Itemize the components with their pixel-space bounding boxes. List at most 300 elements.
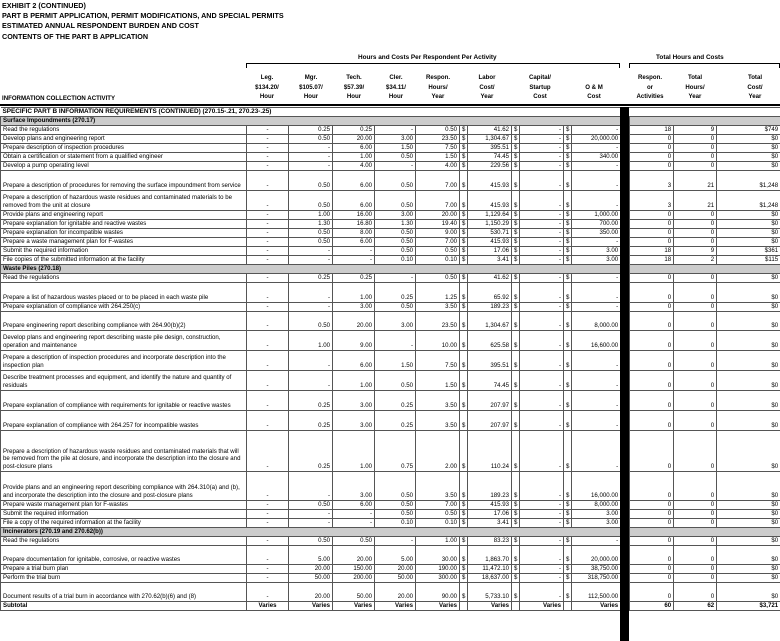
cler-hours-cell: - [375,161,416,170]
total-cost-cell: $0 [717,350,780,370]
om-cost-cell: 112,500.00 [572,582,621,601]
labor-dollar-sign: $ [460,143,468,152]
labor-dollar-sign: $ [460,170,468,190]
cler-hours-cell: - [375,536,416,545]
activity-cell: Prepare a trial burn plan [1,564,247,573]
group-rule-left [246,63,620,64]
om-dollar-sign: $ [564,410,572,430]
leg-hours-cell: - [247,125,289,134]
activity-cell: Prepare explanation of compliance with 264.257 for incompatible wastes [1,410,247,430]
labor-cost-cell: 625.58 [468,330,512,350]
leg-hours-cell: - [247,152,289,161]
respondents-cell: 0 [630,500,674,509]
leg-hours-cell: - [247,143,289,152]
cler-hours-cell: 0.25 [375,282,416,302]
tech-hours-cell: 3.00 [333,302,375,311]
table-title-row [1,108,780,117]
respon-hours-cell: 0.50 [416,125,460,134]
total-hours-cell: 0 [674,228,717,237]
tech-hours-cell: 3.00 [333,410,375,430]
labor-cost-cell: 18,637.00 [468,573,512,582]
leg-hours-cell: - [247,255,289,264]
total-cost-cell: $0 [717,573,780,582]
total-hours-cell: 21 [674,170,717,190]
col-total-hours-l1: Total [687,74,703,81]
respondents-cell: 0 [630,370,674,390]
tech-hours-cell: 3.00 [333,471,375,500]
om-cost-cell: - [572,143,621,152]
total-hours-cell: 0 [674,370,717,390]
labor-dollar-sign: $ [460,370,468,390]
respondents-cell: 0 [630,273,674,282]
capital-cost-cell: - [520,282,564,302]
labor-dollar-sign: $ [460,430,468,471]
labor-dollar-sign: $ [460,536,468,545]
col-om-l1: O & M [585,83,603,91]
activity-cell: Prepare description of inspection procedures [1,143,247,152]
total-hours-cell: 0 [674,311,717,330]
capital-cost-cell: - [520,564,564,573]
mgr-hours-cell: 1.30 [289,219,333,228]
labor-cost-cell: 189.23 [468,302,512,311]
om-dollar-sign: $ [564,430,572,471]
total-cost-cell: $0 [717,152,780,161]
tech-hours-cell: 1.00 [333,152,375,161]
labor-cost-cell: 74.45 [468,370,512,390]
table-row [1,161,780,170]
labor-dollar-sign: $ [460,410,468,430]
capital-cost-cell: - [520,125,564,134]
respon-hours-cell: 90.00 [416,582,460,601]
section-spacer [630,264,780,273]
tech-hours-cell: Varies [333,601,375,610]
col-respondents-l1: Respon. [637,74,663,81]
labor-dollar-sign: $ [460,573,468,582]
total-cost-cell: $0 [717,370,780,390]
capital-cost-cell: - [520,311,564,330]
capital-dollar-sign: $ [512,152,520,161]
total-cost-cell: $0 [717,273,780,282]
labor-cost-cell: 74.45 [468,152,512,161]
cler-hours-cell: 0.50 [375,509,416,518]
mgr-hours-cell: - [289,161,333,170]
tech-hours-cell: - [333,518,375,527]
capital-cost-cell: - [520,246,564,255]
leg-hours-cell: - [247,302,289,311]
om-cost-cell: 8,000.00 [572,311,621,330]
tech-hours-cell: - [333,255,375,264]
labor-dollar-sign: $ [460,518,468,527]
labor-dollar-sign: $ [460,471,468,500]
respon-hours-cell: 300.00 [416,573,460,582]
respon-hours-cell: Varies [416,601,460,610]
total-cost-cell: $0 [717,518,780,527]
capital-dollar-sign: $ [512,509,520,518]
col-header-om [568,83,620,102]
cler-hours-cell: 0.10 [375,255,416,264]
activity-cell: Prepare explanation for incompatible wastes [1,228,247,237]
total-cost-cell: $0 [717,143,780,152]
cler-hours-cell: 50.00 [375,573,416,582]
capital-dollar-sign: $ [512,143,520,152]
labor-cost-cell: 1,304.67 [468,311,512,330]
activity-cell: Subtotal [1,601,247,610]
respon-hours-cell: 3.50 [416,302,460,311]
tech-hours-cell: 16.80 [333,219,375,228]
leg-hours-cell: - [247,311,289,330]
om-dollar-sign: $ [564,190,572,210]
table-row [1,237,780,246]
col-mgr-l1: Mgr. [304,74,318,81]
labor-cost-cell: 1,863.70 [468,545,512,564]
capital-cost-cell: Varies [520,601,564,610]
mgr-hours-cell: - [289,143,333,152]
capital-cost-cell: - [520,161,564,170]
activity-cell: Perform the trial burn [1,573,247,582]
tech-hours-cell: 6.00 [333,237,375,246]
mgr-hours-cell: Varies [289,601,333,610]
total-hours-cell: 0 [674,500,717,509]
capital-cost-cell: - [520,219,564,228]
col-total-cost-l3: Year [748,93,762,101]
labor-cost-cell: 207.97 [468,410,512,430]
header-line-1: EXHIBIT 2 (CONTINUED) [2,1,86,10]
om-cost-cell: - [572,302,621,311]
respondents-cell: 0 [630,471,674,500]
respon-hours-cell: 30.00 [416,545,460,564]
labor-dollar-sign: $ [460,134,468,143]
cler-hours-cell: - [375,273,416,282]
tech-hours-cell: 20.00 [333,134,375,143]
leg-hours-cell: - [247,564,289,573]
cler-hours-cell: 0.50 [375,190,416,210]
capital-cost-cell: - [520,255,564,264]
activity-cell: Document results of a trial burn in accordance with 270.62(b)(6) and (8) [1,582,247,601]
respondents-cell: 0 [630,536,674,545]
capital-dollar-sign: $ [512,500,520,509]
om-cost-cell: - [572,536,621,545]
leg-hours-cell: - [247,228,289,237]
activity-cell: Prepare a description of procedures for removing the surface impoundment from service [1,170,247,190]
mgr-hours-cell: 0.25 [289,125,333,134]
table-row [1,282,780,302]
respon-hours-cell: 0.50 [416,509,460,518]
labor-dollar-sign: $ [460,152,468,161]
respondents-cell: 0 [630,509,674,518]
activity-cell: Provide plans and engineering report [1,210,247,219]
labor-dollar-sign: $ [460,161,468,170]
col-capital-l3: Cost [533,93,547,101]
header-line-2: PART B PERMIT APPLICATION, PERMIT MODIFICATIONS, AND SPECIAL PERMITS [2,11,284,21]
respon-hours-cell: 19.40 [416,219,460,228]
total-hours-cell: 9 [674,125,717,134]
cler-hours-cell: 0.25 [375,390,416,410]
col-header-activity: INFORMATION COLLECTION ACTIVITY [2,95,116,102]
table-row [1,219,780,228]
capital-dollar-sign: $ [512,410,520,430]
col-respondents-l3: Activities [636,93,664,101]
activity-cell: Obtain a certification or statement from a qualified engineer [1,152,247,161]
mgr-hours-cell: 0.25 [289,273,333,282]
section-title: Incinerators (270.19 and 270.62(b)) [1,527,621,536]
table-row [1,573,780,582]
capital-cost-cell: - [520,134,564,143]
respon-hours-cell: 0.10 [416,255,460,264]
cler-hours-cell: 0.75 [375,430,416,471]
table-row [1,582,780,601]
cler-hours-cell: 0.25 [375,410,416,430]
cler-hours-cell: 0.50 [375,471,416,500]
tech-hours-cell: 3.00 [333,390,375,410]
labor-cost-cell: 65.92 [468,282,512,302]
total-cost-cell: $0 [717,282,780,302]
om-dollar-sign: $ [564,210,572,219]
total-hours-cell: 0 [674,330,717,350]
respondents-cell: 0 [630,350,674,370]
tech-hours-cell: 16.00 [333,210,375,219]
capital-cost-cell: - [520,518,564,527]
capital-cost-cell: - [520,430,564,471]
om-cost-cell: 16,600.00 [572,330,621,350]
respon-hours-cell: 0.10 [416,518,460,527]
table-row [1,311,780,330]
labor-cost-cell: 415.93 [468,237,512,246]
mgr-hours-cell: 0.50 [289,134,333,143]
capital-dollar-sign: $ [512,430,520,471]
leg-hours-cell: - [247,545,289,564]
section-title: Surface Impoundments (270.17) [1,116,621,125]
cler-hours-cell: 1.30 [375,219,416,228]
tech-hours-cell: 50.00 [333,582,375,601]
respon-hours-cell: 4.00 [416,161,460,170]
cler-hours-cell: 3.00 [375,311,416,330]
mgr-hours-cell: 50.00 [289,573,333,582]
capital-dollar-sign: $ [512,350,520,370]
labor-dollar-sign: $ [460,273,468,282]
total-hours-cell: 21 [674,190,717,210]
capital-cost-cell: - [520,582,564,601]
labor-dollar-sign: $ [460,311,468,330]
respondents-cell: 0 [630,143,674,152]
om-cost-cell: 3.00 [572,518,621,527]
section-title: Waste Piles (270.18) [1,264,621,273]
respon-hours-cell: 3.50 [416,410,460,430]
capital-dollar-sign: $ [512,246,520,255]
col-header-cler [377,73,415,102]
total-hours-cell: 0 [674,509,717,518]
capital-dollar-sign: $ [512,311,520,330]
burden-table [0,107,780,611]
om-dollar-sign: $ [564,390,572,410]
labor-cost-cell: 530.71 [468,228,512,237]
total-hours-cell: 0 [674,564,717,573]
om-dollar-sign: $ [564,545,572,564]
labor-dollar-sign: $ [460,237,468,246]
total-cost-cell: $0 [717,228,780,237]
col-total-cost-l1: Total [747,74,763,81]
labor-dollar-sign [460,601,468,610]
cler-hours-cell: 20.00 [375,564,416,573]
activity-cell: Submit the required information [1,246,247,255]
om-dollar-sign: $ [564,573,572,582]
total-cost-cell: $361 [717,246,780,255]
col-total-cost-l2: Cost/ [747,83,763,91]
total-hours-cell: 0 [674,273,717,282]
table-row [1,518,780,527]
om-cost-cell: 38,750.00 [572,564,621,573]
respon-hours-cell: 1.00 [416,536,460,545]
cler-hours-cell: Varies [375,601,416,610]
mgr-hours-cell: 20.00 [289,582,333,601]
om-dollar-sign: $ [564,273,572,282]
labor-dollar-sign: $ [460,582,468,601]
activity-cell: File a copy of the required information at the facility [1,518,247,527]
om-cost-cell: Varies [572,601,621,610]
col-om-l2: Cost [587,93,601,101]
capital-cost-cell: - [520,143,564,152]
table-row [1,302,780,311]
total-cost-cell: $0 [717,219,780,228]
om-dollar-sign: $ [564,500,572,509]
labor-cost-cell: 110.24 [468,430,512,471]
capital-cost-cell: - [520,471,564,500]
respondents-cell: 18 [630,246,674,255]
respondents-cell: 0 [630,545,674,564]
col-leg-l2: $134.20/ [255,83,279,91]
labor-cost-cell: 415.93 [468,500,512,509]
table-title: SPECIFIC PART B INFORMATION REQUIREMENTS (CONTINUED) (270.15-.21, 270.23-.25) [1,108,621,117]
capital-dollar-sign: $ [512,390,520,410]
labor-cost-cell: 415.93 [468,190,512,210]
col-labor-l1: Labor [478,74,496,81]
capital-cost-cell: - [520,210,564,219]
labor-cost-cell: Varies [468,601,512,610]
om-cost-cell: - [572,390,621,410]
tech-hours-cell: 4.00 [333,161,375,170]
labor-dollar-sign: $ [460,509,468,518]
col-header-leg [248,73,286,102]
respondents-cell: 18 [630,125,674,134]
activity-cell: Develop a pump operating level [1,161,247,170]
total-hours-cell: 0 [674,161,717,170]
labor-cost-cell: 3.41 [468,518,512,527]
respon-hours-cell: 3.50 [416,390,460,410]
tech-hours-cell: 0.50 [333,536,375,545]
respon-hours-cell: 10.00 [416,330,460,350]
cler-hours-cell: 0.50 [375,246,416,255]
mgr-hours-cell: - [289,282,333,302]
mgr-hours-cell: 0.25 [289,410,333,430]
col-mgr-l2: $105.07/ [299,83,323,91]
om-cost-cell: - [572,430,621,471]
activity-cell: Prepare a list of hazardous wastes placed or to be placed in each waste pile [1,282,247,302]
labor-dollar-sign: $ [460,228,468,237]
om-cost-cell: 16,000.00 [572,471,621,500]
tech-hours-cell: - [333,246,375,255]
cler-hours-cell: 5.00 [375,545,416,564]
exhibit-header [2,1,284,42]
table-row [1,190,780,210]
labor-dollar-sign: $ [460,564,468,573]
table-row [1,390,780,410]
capital-dollar-sign: $ [512,573,520,582]
leg-hours-cell: - [247,573,289,582]
activity-cell: Prepare a description of inspection procedures and incorporate description into the inspection plan [1,350,247,370]
col-header-capital [516,73,564,102]
group-tick-1 [246,63,247,68]
respon-hours-cell: 9.00 [416,228,460,237]
group-tick-2 [619,63,620,68]
total-hours-cell: 62 [674,601,717,610]
om-cost-cell: 8,000.00 [572,500,621,509]
tech-hours-cell: 20.00 [333,545,375,564]
leg-hours-cell: - [247,282,289,302]
tech-hours-cell: 1.00 [333,282,375,302]
tech-hours-cell: 1.00 [333,430,375,471]
table-row [1,430,780,471]
cler-hours-cell: 1.50 [375,143,416,152]
leg-hours-cell: - [247,330,289,350]
table-row [1,410,780,430]
activity-cell: File copies of the submitted information at the facility [1,255,247,264]
table-row [1,509,780,518]
col-tech-l2: $57.39/ [343,83,365,91]
labor-cost-cell: 207.97 [468,390,512,410]
mgr-hours-cell: 0.50 [289,190,333,210]
table-row [1,471,780,500]
table-row [1,330,780,350]
labor-dollar-sign: $ [460,350,468,370]
col-total-hours-l2: Hours/ [685,83,705,91]
mgr-hours-cell: 0.50 [289,311,333,330]
col-respon-l3: Year [431,93,445,101]
mgr-hours-cell: 1.00 [289,330,333,350]
total-cost-cell: $0 [717,311,780,330]
om-dollar-sign: $ [564,330,572,350]
om-cost-cell: - [572,273,621,282]
capital-dollar-sign: $ [512,536,520,545]
labor-dollar-sign: $ [460,125,468,134]
leg-hours-cell: - [247,518,289,527]
activity-cell: Prepare explanation of compliance with requirements for ignitable or reactive wastes [1,390,247,410]
mgr-hours-cell: - [289,518,333,527]
section-header-row [1,527,780,536]
respondents-cell: 0 [630,134,674,143]
capital-cost-cell: - [520,302,564,311]
header-line-4: CONTENTS OF THE PART B APPLICATION [2,31,149,41]
leg-hours-cell: - [247,390,289,410]
mgr-hours-cell: 1.00 [289,210,333,219]
tech-hours-cell: - [333,509,375,518]
col-respon-l1: Respon. [425,74,451,81]
capital-cost-cell: - [520,350,564,370]
col-header-tech [334,73,374,102]
activity-cell: Prepare engineering report describing compliance with 264.90(b)(2) [1,311,247,330]
respondents-cell: 0 [630,518,674,527]
respondents-cell: 0 [630,311,674,330]
respondents-cell: 0 [630,237,674,246]
om-cost-cell: 3.00 [572,509,621,518]
table-row [1,255,780,264]
total-cost-cell: $0 [717,302,780,311]
mgr-hours-cell: - [289,509,333,518]
om-dollar-sign: $ [564,255,572,264]
om-cost-cell: 340.00 [572,152,621,161]
leg-hours-cell: - [247,237,289,246]
table-row [1,370,780,390]
cler-hours-cell: 0.50 [375,302,416,311]
total-cost-cell: $0 [717,210,780,219]
